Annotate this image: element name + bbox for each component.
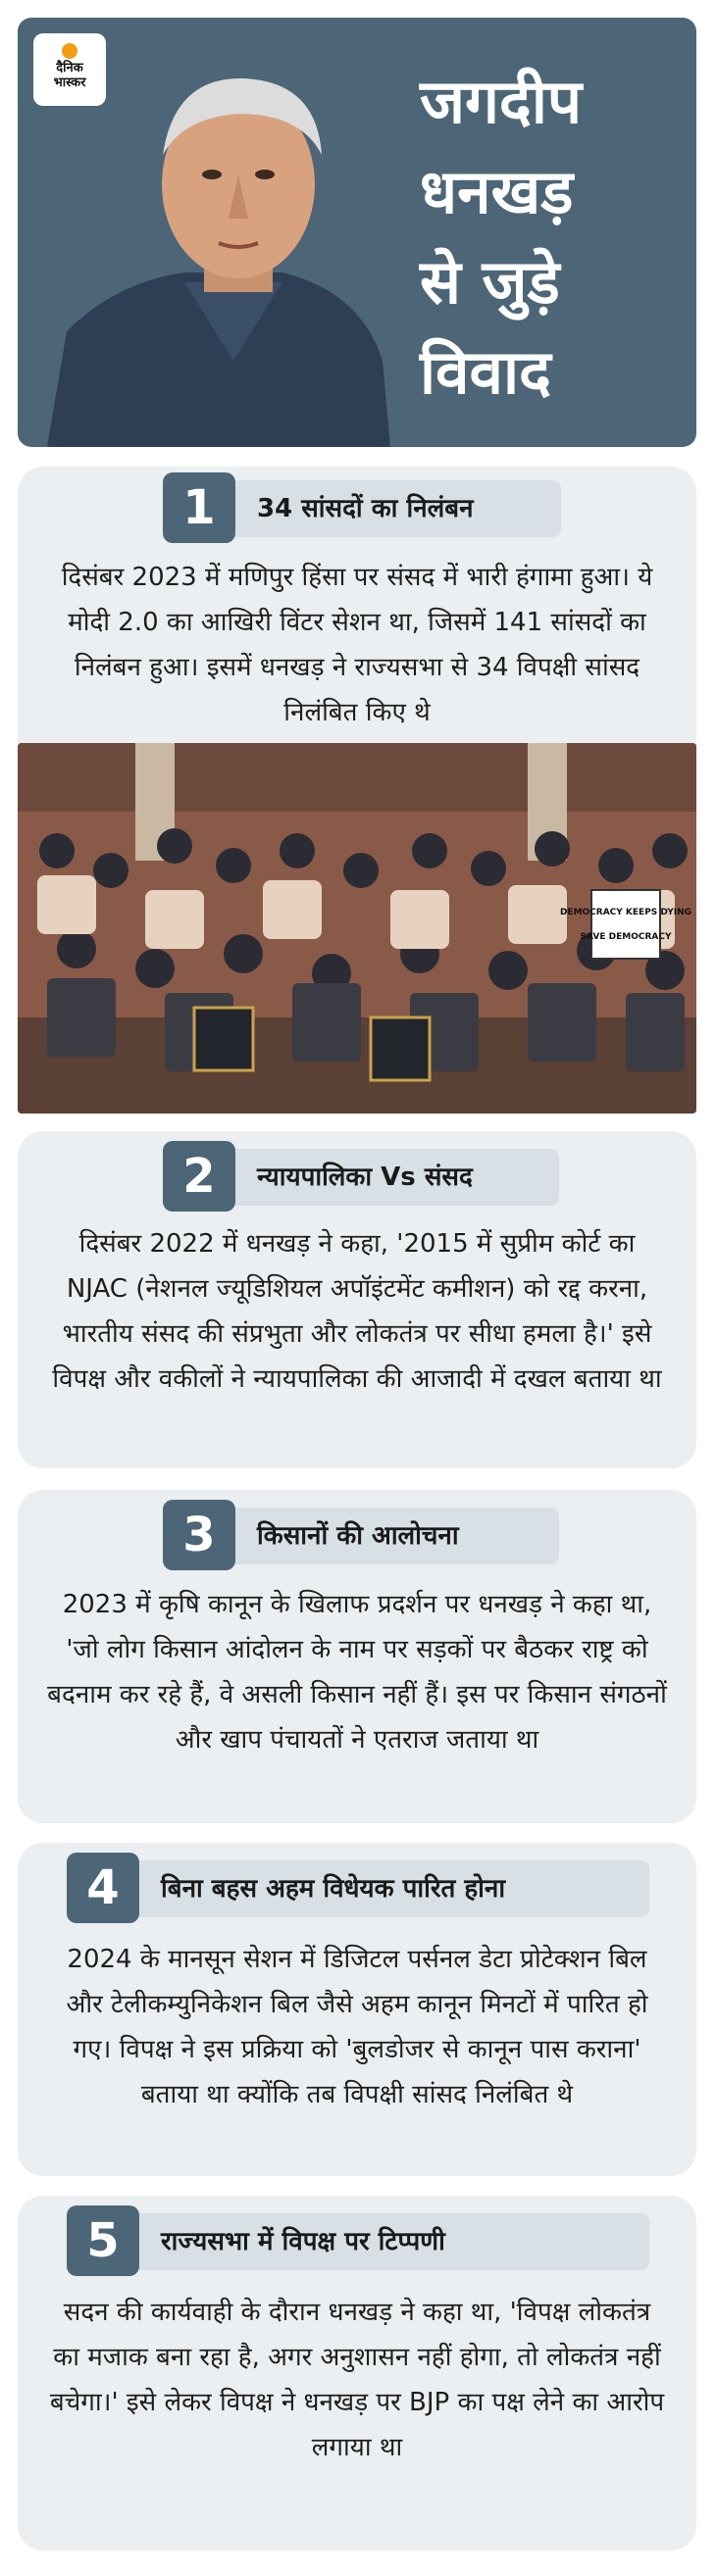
- item-number-badge: 5: [67, 2205, 139, 2276]
- logo-sun-icon: [62, 43, 77, 59]
- protest-illustration: [18, 743, 696, 1114]
- controversy-card-3: [18, 1490, 696, 1823]
- protest-photo: [18, 743, 696, 1114]
- logo-text-1: दैनिक: [56, 61, 83, 75]
- item-number-badge: 1: [163, 472, 235, 543]
- item-heading: न्यायपालिका Vs संसद: [235, 1149, 559, 1206]
- controversy-card-2: [18, 1131, 696, 1468]
- controversy-card-4: [18, 1843, 696, 2176]
- item-number-badge: 4: [67, 1853, 139, 1923]
- header-banner: [18, 18, 696, 447]
- item-description: सदन की कार्यवाही के दौरान धनखड़ ने कहा था, 'विपक्ष लोकतंत्र का मजाक बना रहा है, अगर अनुशासन नहीं होगा, तो लोकतंत्र नहीं बचेगा।' इसे लेकर विपक्ष ने धनखड़ पर BJP का पक्ष लेने का आरोप लगाया था: [49, 2298, 665, 2462]
- item-heading: किसानों की आलोचना: [235, 1508, 559, 1564]
- placard-text-1: DEMOCRACY KEEPS DYING: [559, 908, 692, 917]
- title-line: से जुड़े: [420, 246, 560, 318]
- item-description: 2023 में कृषि कानून के खिलाफ प्रदर्शन पर धनखड़ ने कहा था, 'जो लोग किसान आंदोलन के नाम पर सड़कों पर बैठकर राष्ट्र को बदनाम कर रहे हैं, वे असली किसान नहीं हैं। इस पर किसान संगठनों और खाप पंचायतों ने एतराज जताया था: [47, 1590, 667, 1755]
- item-heading: बिना बहस अहम विधेयक पारित होना: [139, 1860, 649, 1917]
- placard-text-2: SAVE DEMOCRACY: [580, 932, 672, 942]
- title-line: धनखड़: [420, 156, 574, 227]
- item-number-badge: 2: [163, 1141, 235, 1212]
- item-description: दिसंबर 2022 में धनखड़ ने कहा, '2015 में सुप्रीम कोर्ट का NJAC (नेशनल ज्यूडिशियल अपॉइंटमेंट कमीशन) को रद्द करना, भारतीय संसद की संप्रभुता और लोकतंत्र पर सीधा हमला है।' इसे विपक्ष और वकीलों ने न्यायपालिका की आजादी में दखल बताया था: [52, 1229, 662, 1394]
- controversy-card-5: [18, 2196, 696, 2551]
- item-number-badge: 3: [163, 1500, 235, 1570]
- title-line: विवाद: [420, 336, 551, 408]
- item-description: 2024 के मानसून सेशन में डिजिटल पर्सनल डेटा प्रोटेक्शन बिल और टेलीकम्युनिकेशन बिल जैसे अहम कानून मिनटों में पारित हो गए। विपक्ष ने इस प्रक्रिया को 'बुलडोजर से कानून पास कराना' बताया था क्योंकि तब विपक्षी सांसद निलंबित थे: [66, 1945, 648, 2109]
- brand-logo: [33, 33, 106, 106]
- item-heading: राज्यसभा में विपक्ष पर टिप्पणी: [139, 2213, 649, 2270]
- title-line: जगदीप: [420, 66, 583, 137]
- item-description: दिसंबर 2023 में मणिपुर हिंसा पर संसद में भारी हंगामा हुआ। ये मोदी 2.0 का आखिरी विंटर सेशन था, जिसमें 141 सांसदों का निलंबन हुआ। इसमें धनखड़ ने राज्यसभा से 34 विपक्षी सांसद निलंबित किए थे: [61, 563, 653, 727]
- page-title: [420, 57, 685, 418]
- logo-text-2: भास्कर: [53, 75, 86, 90]
- item-heading: 34 सांसदों का निलंबन: [235, 480, 561, 537]
